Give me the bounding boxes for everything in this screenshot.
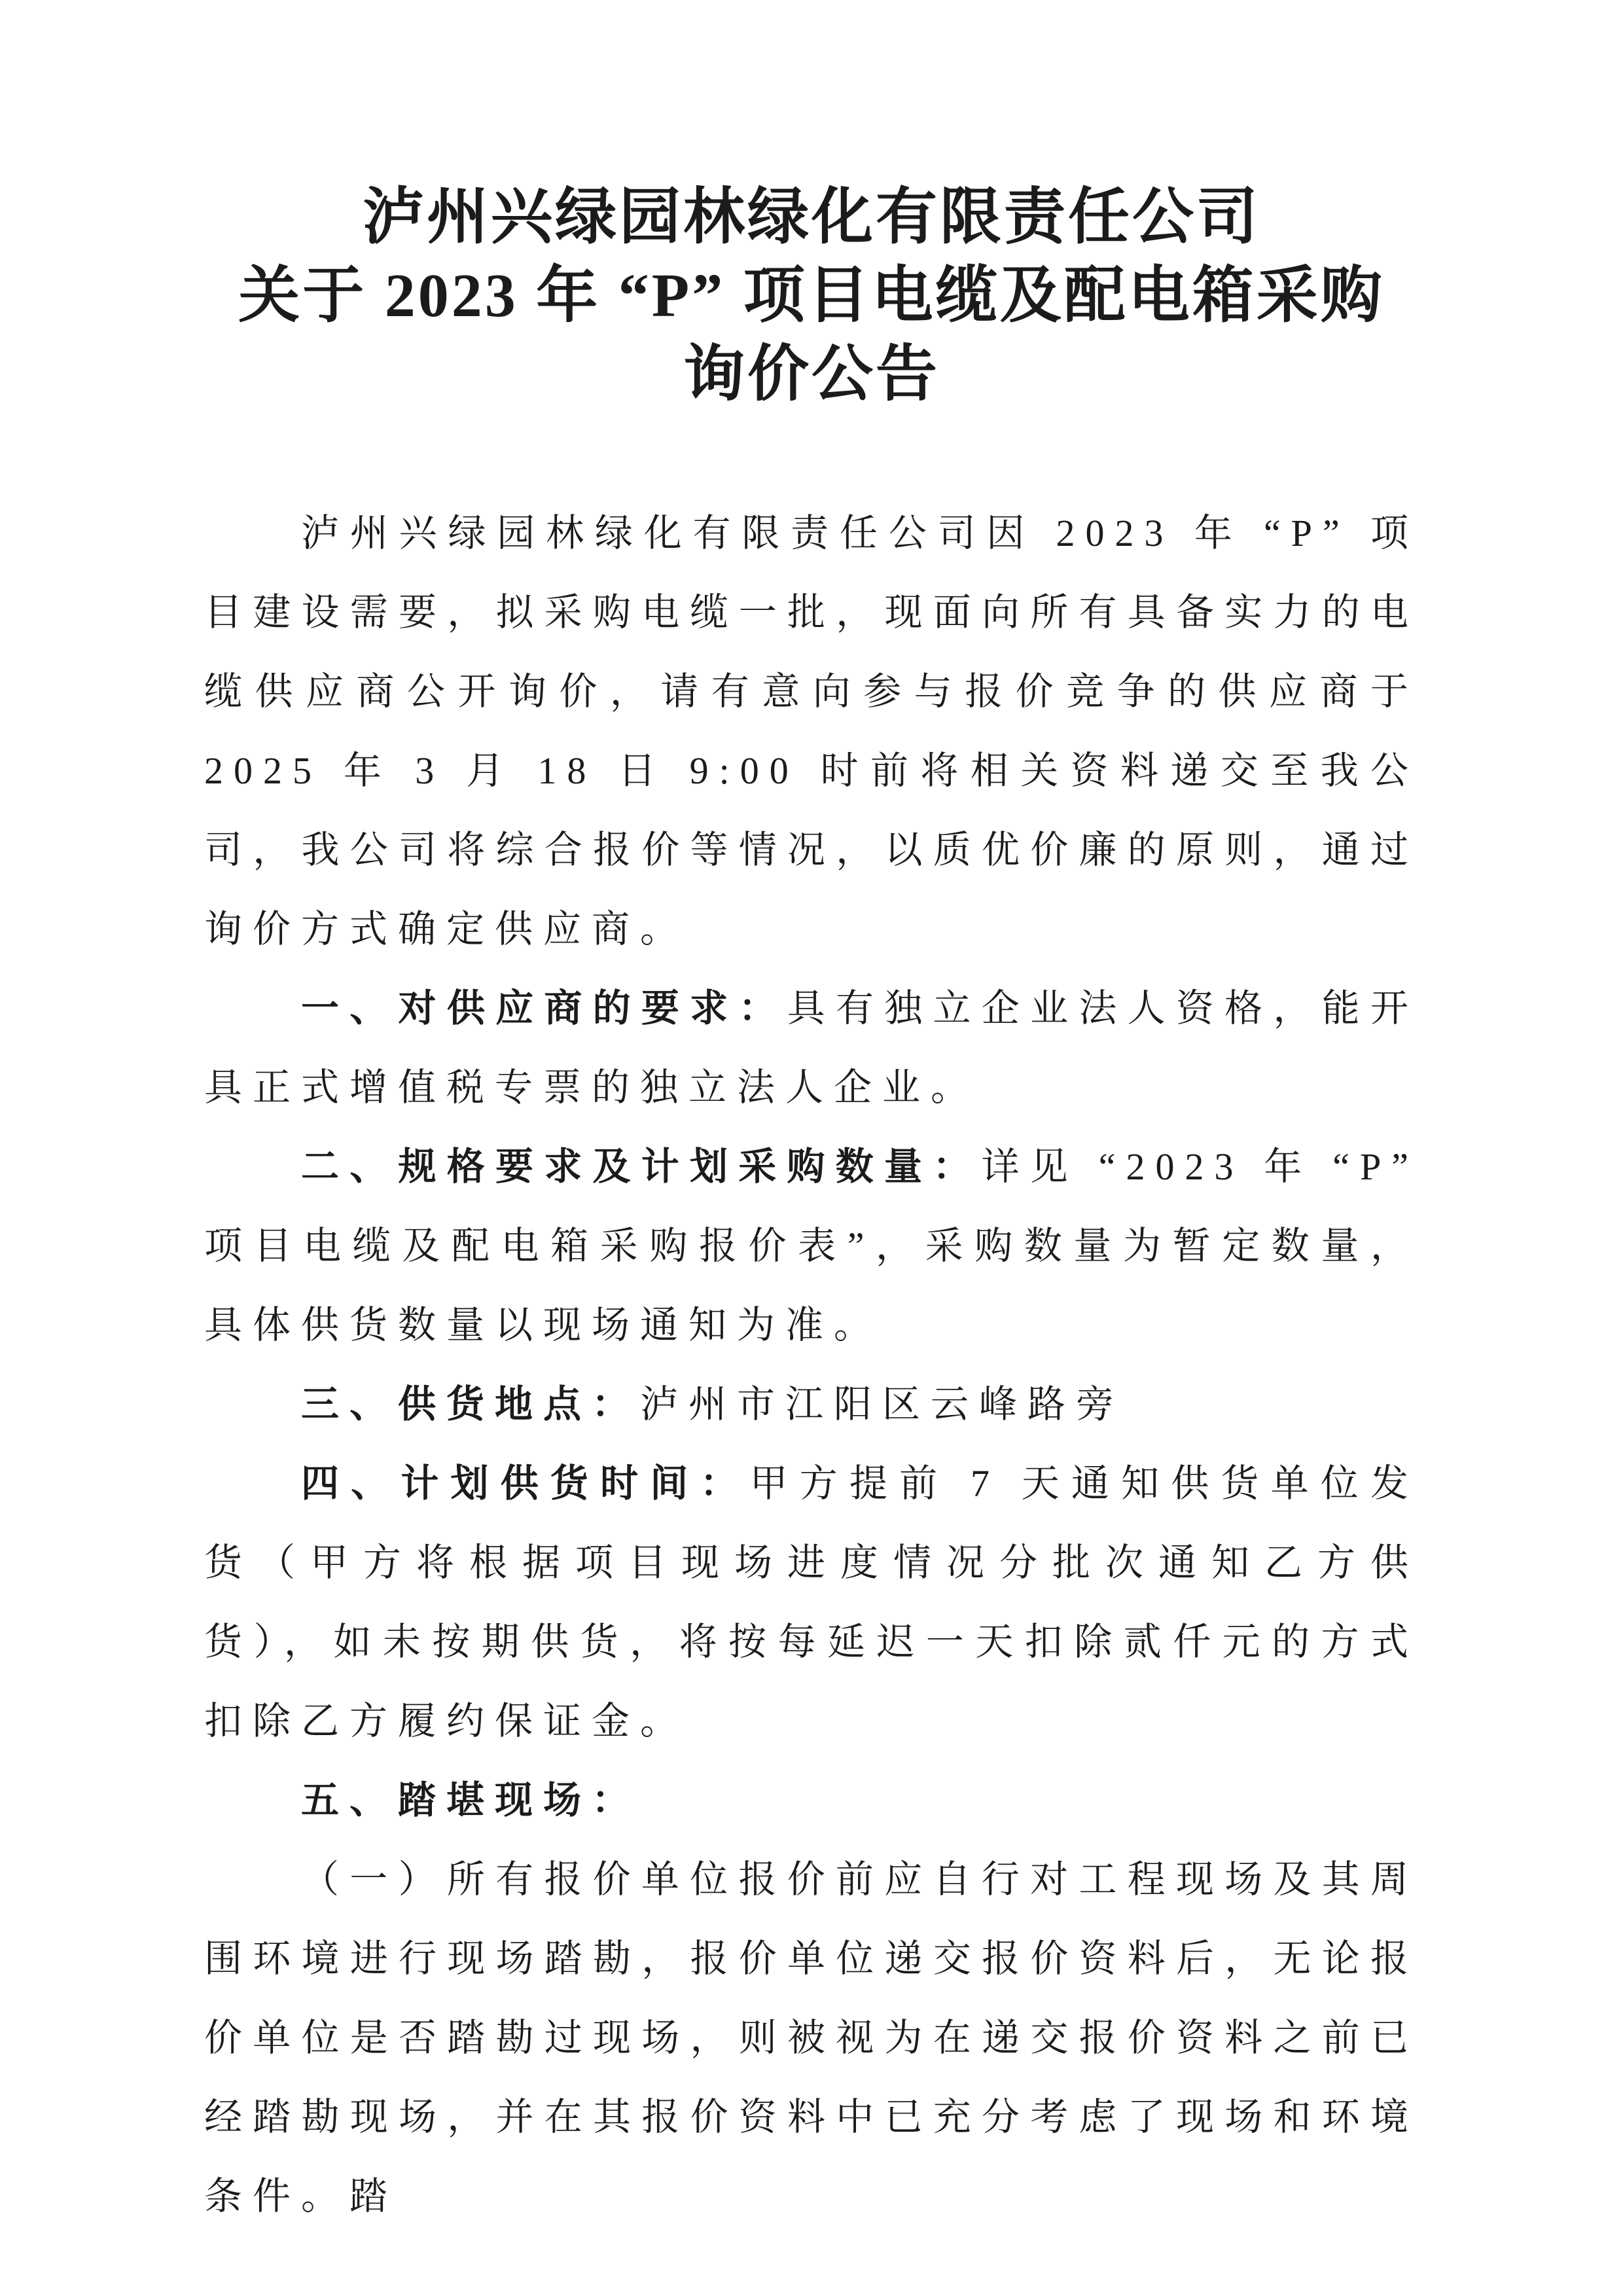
section-label: 四、计划供货时间： (301, 1462, 750, 1505)
paragraph (204, 1127, 1419, 1365)
section-label: 三、供货地点： (301, 1383, 641, 1426)
body-text: 甲方提前 7 天通知供货单位发货（甲方将根据项目现场进度情况分批次通知乙方供货），如未按期供货，将按每延迟一天扣除贰仟元的方式扣除乙方履约保证金。 (204, 1462, 1419, 1742)
body-text: （一）所有报价单位报价前应自行对工程现场及其周围环境进行现场踏勘，报价单位递交报价资料后，无论报价单位是否踏勘过现场，则被视为在递交报价资料之前已经踏勘现场，并在其报价资料中已充分考虑了现场和环境条件。踏 (204, 1858, 1419, 2217)
paragraph (204, 1761, 1419, 1840)
paragraph (204, 1840, 1419, 2236)
body-text: 泸州市江阳区云峰路旁 (640, 1383, 1125, 1426)
document-title (204, 178, 1419, 414)
paragraph (204, 969, 1419, 1127)
document-body (204, 493, 1419, 2236)
section-label: 一、对供应商的要求： (301, 987, 787, 1030)
paragraph (204, 1444, 1419, 1761)
body-text: 泸州兴绿园林绿化有限责任公司因 2023 年 “P” 项目建设需要，拟采购电缆一批，现面向所有具备实力的电缆供应商公开询价，请有意向参与报价竞争的供应商于 2025 年 3 月 18 日 9:00 时前将相关资料递交至我公司，我公司将综合报价等情况，以质优价廉的原则，通过询价方式确定供应商。 (204, 512, 1419, 950)
document-content (204, 178, 1419, 2236)
title-line-company: 泸州兴绿园林绿化有限责任公司 (362, 183, 1260, 251)
body-text: 具有独立企业法人资格，能开具正式增值税专票的独立法人企业。 (204, 987, 1419, 1109)
paragraph (204, 1365, 1419, 1444)
paragraph (204, 493, 1419, 969)
section-label: 二、规格要求及计划采购数量： (301, 1145, 982, 1188)
title-line-notice-type: 询价公告 (683, 340, 940, 408)
section-label: 五、踏堪现场： (301, 1779, 641, 1821)
body-text: 详见 “2023 年 “P” 项目电缆及配电箱采购报价表”，采购数量为暂定数量，具体供货数量以现场通知为准。 (204, 1145, 1419, 1346)
title-line-subject: 关于 2023 年 “P” 项目电缆及配电箱采购 (238, 262, 1385, 330)
